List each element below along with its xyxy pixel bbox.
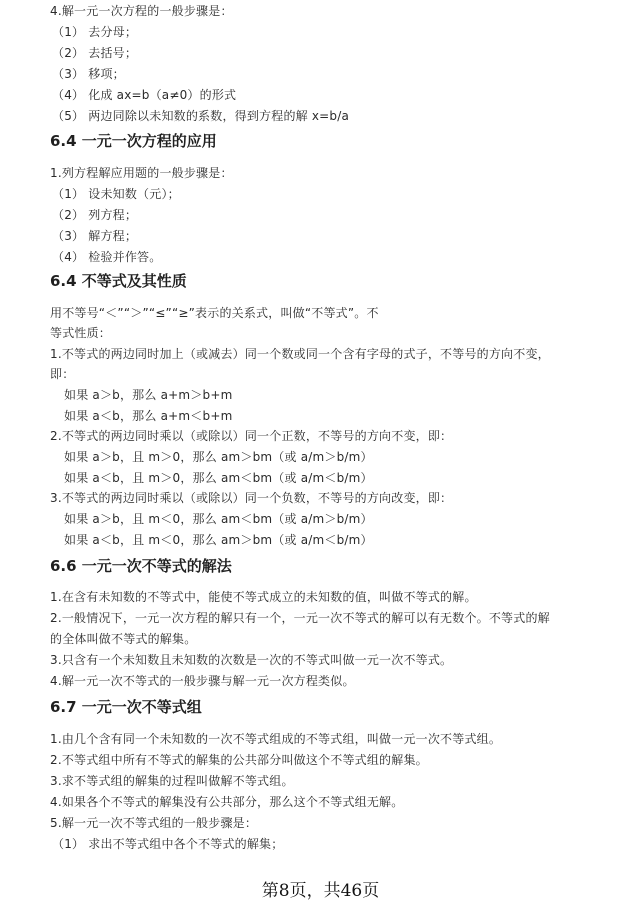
- page-number-footer: 第8页，共46页: [261, 881, 380, 901]
- section-heading-6-7: 6.7 一元一次不等式组: [50, 698, 202, 716]
- eq-step-1: （1） 去分母；: [52, 25, 138, 39]
- app-step-4: （4） 检验并作答。: [52, 250, 162, 264]
- app-step-3: （3） 解方程；: [52, 229, 138, 243]
- app-steps-title: 1.列方程解应用题的一般步骤是：: [50, 166, 233, 180]
- property-2-example-2: 如果 a＜b，且 m＞0，那么 am＜bm（或 a/m＜b/m）: [64, 471, 373, 485]
- section-heading-inequality-properties: 6.4 不等式及其性质: [50, 272, 187, 290]
- eq-step-5: （5） 两边同除以未知数的系数，得到方程的解 x=b/a: [52, 109, 350, 123]
- s67-item-2: 2.不等式组中所有不等式的解集的公共部分叫做这个不等式组的解集。: [50, 753, 428, 767]
- s67-item-4: 4.如果各个不等式的解集没有公共部分，那么这个不等式组无解。: [50, 795, 404, 809]
- eq-step-3: （3） 移项；: [52, 67, 125, 81]
- s67-item-5: 5.解一元一次不等式组的一般步骤是：: [50, 816, 258, 830]
- property-1-line1: 1.不等式的两边同时加上（或减去）同一个数或同一个含有字母的式子，不等号的方向不变，: [50, 347, 550, 361]
- eq-steps-title: 4.解一元一次方程的一般步骤是：: [50, 4, 233, 18]
- inequality-definition-line1: 用不等号“＜”“＞”“≤”“≥”表示的关系式，叫做“不等式”。不: [50, 306, 379, 320]
- property-1-line2: 即：: [50, 367, 75, 381]
- s67-item-3: 3.求不等式组的解集的过程叫做解不等式组。: [50, 774, 294, 788]
- s66-item-3: 3.只含有一个未知数且未知数的次数是一次的不等式叫做一元一次不等式。: [50, 653, 453, 667]
- s66-item-1: 1.在含有未知数的不等式中，能使不等式成立的未知数的值，叫做不等式的解。: [50, 590, 477, 604]
- property-3-line1: 3.不等式的两边同时乘以（或除以）同一个负数，不等号的方向改变，即：: [50, 491, 453, 505]
- property-1-example-2: 如果 a＜b，那么 a+m＜b+m: [64, 409, 233, 423]
- s67-item-1: 1.由几个含有同一个未知数的一次不等式组成的不等式组，叫做一元一次不等式组。: [50, 732, 502, 746]
- eq-step-4: （4） 化成 ax=b（a≠0）的形式: [52, 88, 237, 102]
- property-1-example-1: 如果 a＞b，那么 a+m＞b+m: [64, 388, 233, 402]
- app-step-2: （2） 列方程；: [52, 208, 138, 222]
- s66-item-2-line1: 2.一般情况下，一元一次方程的解只有一个，一元一次不等式的解可以有无数个。不等式的解: [50, 611, 550, 625]
- s67-step-1: （1） 求出不等式组中各个不等式的解集；: [52, 837, 284, 851]
- s66-item-2-line2: 的全体叫做不等式的解集。: [50, 632, 197, 646]
- inequality-definition-line2: 等式性质：: [50, 326, 112, 340]
- property-2-example-1: 如果 a＞b，且 m＞0，那么 am＞bm（或 a/m＞b/m）: [64, 450, 373, 464]
- section-heading-6-4-application: 6.4 一元一次方程的应用: [50, 132, 217, 150]
- app-step-1: （1） 设未知数（元）；: [52, 187, 180, 201]
- section-heading-6-6: 6.6 一元一次不等式的解法: [50, 557, 232, 575]
- property-2-line1: 2.不等式的两边同时乘以（或除以）同一个正数，不等号的方向不变，即：: [50, 429, 453, 443]
- eq-step-2: （2） 去括号；: [52, 46, 138, 60]
- property-3-example-2: 如果 a＜b，且 m＜0，那么 am＞bm（或 a/m＜b/m）: [64, 533, 373, 547]
- property-3-example-1: 如果 a＞b，且 m＜0，那么 am＜bm（或 a/m＞b/m）: [64, 512, 373, 526]
- s66-item-4: 4.解一元一次不等式的一般步骤与解一元一次方程类似。: [50, 674, 355, 688]
